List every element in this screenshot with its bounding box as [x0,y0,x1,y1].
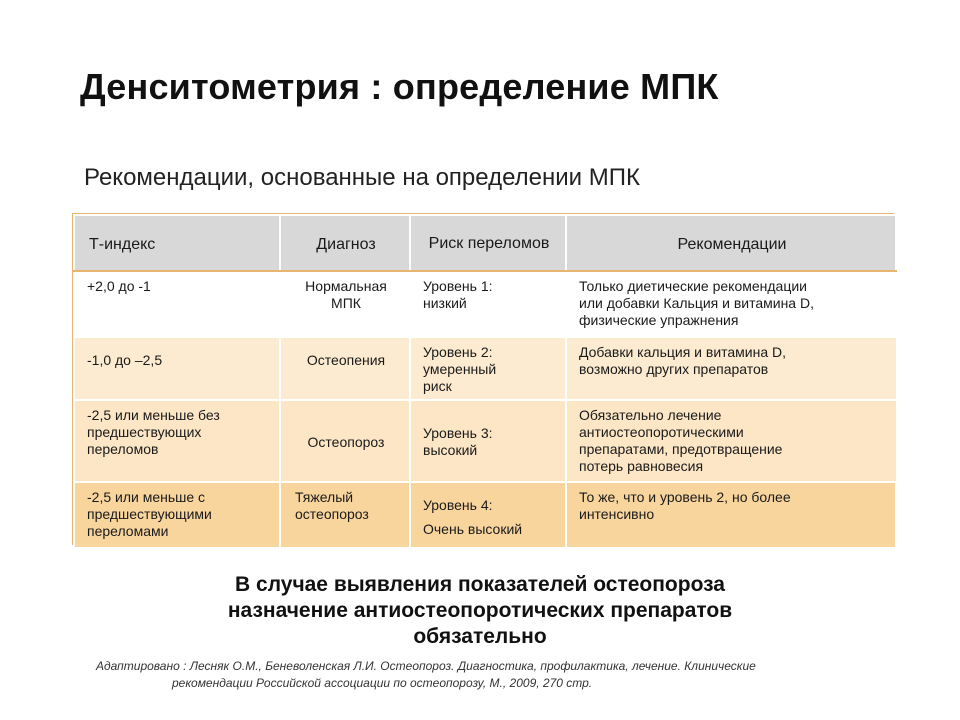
header-risk-text: Риск переломов [428,235,550,252]
recommendation-cell [566,482,896,548]
recommendation-line: возможно других препаратов [579,361,769,377]
recommendation-line: интенсивно [579,506,655,522]
t-index-line: предшествующих [87,424,202,440]
table-row [74,400,896,482]
diagnosis-cell [280,337,410,400]
conclusion-line: обязательно [413,625,547,648]
recommendation-line: Добавки кальция и витамина D, [579,344,787,360]
t-index-line: переломов [87,441,159,457]
diagnosis-cell [280,400,410,482]
risk-line: умеренный [423,361,497,377]
header-recommendations: Рекомендации [566,215,896,271]
t-index-line: переломами [87,523,169,539]
recommendation-line: Только диетические рекомендации [579,278,807,294]
risk-line: Очень высокий [423,521,523,537]
recommendation-line: потерь равновесия [579,458,704,474]
t-index-cell: -1,0 до –2,5 [74,337,280,400]
table-row [74,337,896,400]
risk-line: низкий [423,295,467,311]
slide-title: Денситометрия : определение МПК [80,66,719,107]
risk-cell [410,337,566,400]
conclusion-line: назначение антиостеопоротических препаратов [227,599,733,622]
t-index-line: -2,5 или меньше без [87,407,220,423]
diagnosis-cell [280,482,410,548]
t-index-cell [74,482,280,548]
recommendation-line: антиостеопоротическими [579,424,744,440]
header-t-index: Т-индекс [74,215,280,271]
risk-line: Уровень 3: [423,425,493,441]
risk-line: риск [423,378,452,394]
table-row [74,482,896,548]
recommendations-table [72,213,894,545]
recommendation-line: препаратами, предотвращение [579,441,783,457]
diagnosis-line: Остеопороз [307,433,385,450]
citation-line: рекомендации Российской ассоциации по остеопорозу, М., 2009, 270 стр. [172,676,593,690]
risk-cell [410,400,566,482]
t-index-cell [74,400,280,482]
recommendation-cell [566,337,896,400]
risk-line: Уровень 4: [423,497,493,513]
recommendation-cell [566,400,896,482]
recommendation-line: То же, что и уровень 2, но более [579,489,791,505]
risk-cell [410,271,566,337]
recommendation-line: физические упражнения [579,312,739,328]
source-citation [96,658,856,692]
t-index-line: предшествующими [87,506,212,522]
risk-line: высокий [423,442,478,458]
table-row [74,271,896,337]
diagnosis-line: остеопороз [295,506,369,522]
slide-subtitle: Рекомендации, основанные на определении МПК [84,164,640,191]
recommendation-line: Обязательно лечение [579,407,722,423]
recommendation-line: или добавки Кальция и витамина D, [579,295,814,311]
conclusion-line: В случае выявления показателей остеопороза [235,573,725,596]
header-fracture-risk [410,215,566,271]
risk-line: Уровень 2: [423,344,493,360]
diagnosis-line: Нормальная [305,278,387,294]
risk-line: Уровень 1: [423,278,493,294]
table-header-row [74,215,896,271]
t-index-line: -2,5 или меньше с [87,489,206,505]
conclusion-text [0,572,960,650]
header-diagnosis: Диагноз [280,215,410,271]
diagnosis-line: МПК [331,295,361,311]
risk-cell [410,482,566,548]
diagnosis-line: Тяжелый [295,489,354,505]
t-index-cell: +2,0 до -1 [74,271,280,337]
diagnosis-cell [280,271,410,337]
recommendation-cell [566,271,896,337]
citation-line: Адаптировано : Лесняк О.М., Беневоленская Л.И. Остеопороз. Диагностика, профилактика, лечение. Клинические [96,659,756,673]
diagnosis-line: Остеопения [306,352,386,368]
